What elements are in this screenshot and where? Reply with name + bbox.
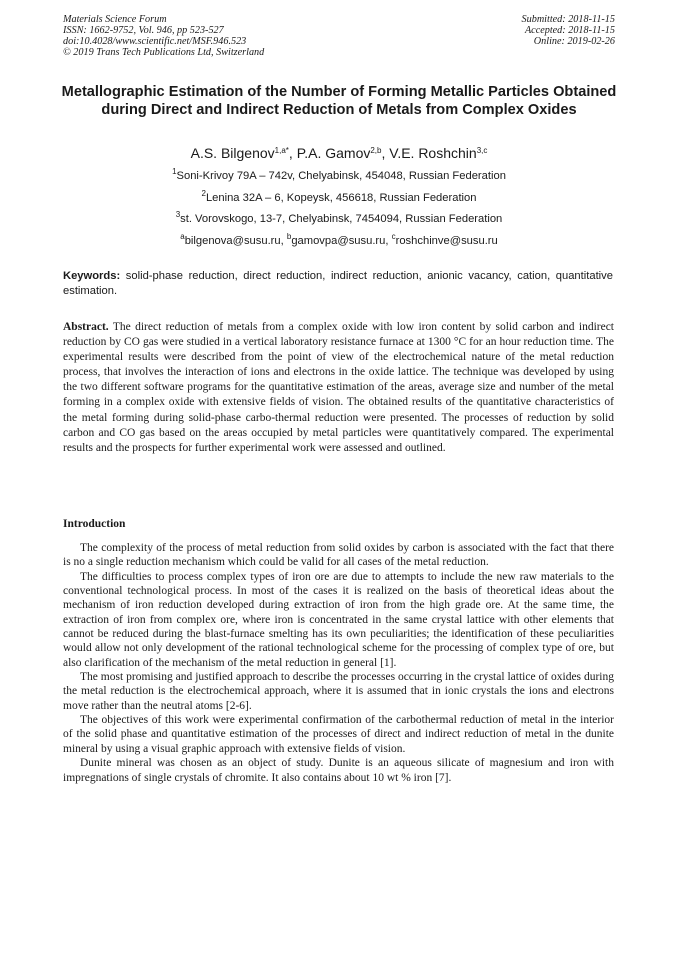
author-name: P.A. Gamov <box>296 145 371 161</box>
email-link[interactable]: roshchinve@susu.ru <box>395 234 498 247</box>
affiliation-sup: 3 <box>175 210 181 220</box>
author-sep: , <box>381 145 390 161</box>
email-sup: b <box>286 231 292 241</box>
journal-name: Materials Science Forum <box>63 14 167 25</box>
author-sup: 3,c <box>476 146 488 155</box>
email-sep: , <box>385 234 392 247</box>
keywords-text: solid-phase reduction, direct reduction, indirect reduction, anionic vacancy, cation, quantitative estimation. <box>63 270 613 297</box>
section-heading: Introduction <box>63 518 126 530</box>
abstract-text: The direct reduction of metals from a complex oxide with low iron content by solid carbon and indirect reduction by CO gas were studied in a vertical laboratory resistance furnace at 1300 °C for an hour reduction time. The experimental results were described from the point of view of the electrochemical nature of the metal reduction process, that involves the interaction of ions and electrons in the oxide lattice. The technique was developed by using the two different software programs for the quantitative estimation of the areas, average size and number of the metal forming in a complex oxide with extensive fields of vision. The obtained results of the quantitative characteristics of the metal forming during solid-phase carbo-thermal reduction were presented. The processes of reduction by solid carbon and CO gas based on the areas occupied by metal particles were quantitatively compared. The experimental results and the prospects for further experimental work were assessed and outlined. <box>63 321 614 454</box>
author-list <box>40 144 638 162</box>
author-sup: 2,b <box>370 146 382 155</box>
affiliation-2 <box>40 188 638 213</box>
affiliation-3 <box>40 212 638 234</box>
author-sup: 1,a* <box>274 146 289 155</box>
journal-info <box>63 14 264 58</box>
email-link[interactable]: bilgenova@susu.ru <box>184 234 281 247</box>
date-submitted: Submitted: 2018-11-15 <box>521 14 615 25</box>
paragraph: The most promising and justified approach to describe the processes occurring in the crystal lattice of oxides during the metal reduction is the electrochemical approach, where it is assumed that in ionic crystals the ions and electrons move rather than the neutral atoms [2-6]. <box>63 671 614 712</box>
date-accepted: Accepted: 2018-11-15 <box>524 25 615 36</box>
paragraph: The objectives of this work were experimental confirmation of the carbothermal reduction of metal in the interior of the solid phase and quantitative estimation of the processes of direct and indirect reduction of metal in the dunite mineral by using a visual graphic approach with extensive fields of vision. <box>63 714 614 755</box>
email-line <box>40 231 638 256</box>
affiliation-sup: 1 <box>172 167 177 176</box>
author-name: V.E. Roshchin <box>389 145 477 161</box>
journal-issn: ISSN: 1662-9752, Vol. 946, pp 523-527 <box>63 25 224 36</box>
email-sup: a <box>180 231 185 241</box>
abstract-label: Abstract. <box>63 321 109 333</box>
introduction-body <box>63 541 614 785</box>
affiliations <box>40 169 638 255</box>
author-name: A.S. Bilgenov <box>190 145 275 161</box>
date-online: Online: 2019-02-26 <box>533 36 615 47</box>
email-sep: , <box>280 234 287 247</box>
email-link[interactable]: gamovpa@susu.ru <box>291 234 386 247</box>
affiliation-text: Soni-Krivoy 79A – 742v, Chelyabinsk, 454048, Russian Federation <box>176 170 506 182</box>
paper-title: Metallographic Estimation of the Number of Forming Metallic Particles Obtained during Direct and Indirect Reduction of Metals from Complex Oxides <box>61 84 617 118</box>
affiliation-sup: 2 <box>201 188 206 198</box>
affiliation-text: Lenina 32A – 6, Kopeysk, 456618, Russian Federation <box>205 191 477 204</box>
journal-copyright: © 2019 Trans Tech Publications Ltd, Switzerland <box>63 47 265 58</box>
paragraph: The complexity of the process of metal reduction from solid oxides by carbon is associated with the fact that there is no a single reduction mechanism which could be valid for all cases of the metal reduction. <box>63 542 614 569</box>
affiliation-text: st. Vorovskogo, 13-7, Chelyabinsk, 7454094, Russian Federation <box>180 213 503 226</box>
paragraph: The difficulties to process complex types of iron ore are due to attempts to include the new raw materials to the conventional technological process. In most of the cases it is realized on the basis of theoretical ideas about the mechanism of iron reduction developed during extraction of iron from the high grade ore. At the same time, the extraction of iron from complex ore, where iron is concentrated in the same crystal lattice with other elements that cannot be reduced during the blast-furnace smelting has its own peculiarities; the identification of these peculiarities would allow not only development of the rational technological scheme for the processing of complex type of ore, but also clarification of the mechanism of the metal reduction in general [1]. <box>63 570 614 669</box>
author-sep: , <box>288 145 297 161</box>
article-dates <box>522 14 615 47</box>
keywords-label: Keywords: <box>63 270 121 282</box>
paragraph: Dunite mineral was chosen as an object of study. Dunite is an aqueous silicate of magnesium and iron with impregnations of single crystals of chromite. It also contains about 10 wt % iron [7]. <box>63 757 614 784</box>
keywords <box>63 269 613 299</box>
affiliation-1 <box>40 169 638 191</box>
journal-doi: doi:10.4028/www.scientific.net/MSF.946.523 <box>63 36 247 47</box>
email-sup: c <box>391 231 396 241</box>
abstract <box>63 320 614 456</box>
